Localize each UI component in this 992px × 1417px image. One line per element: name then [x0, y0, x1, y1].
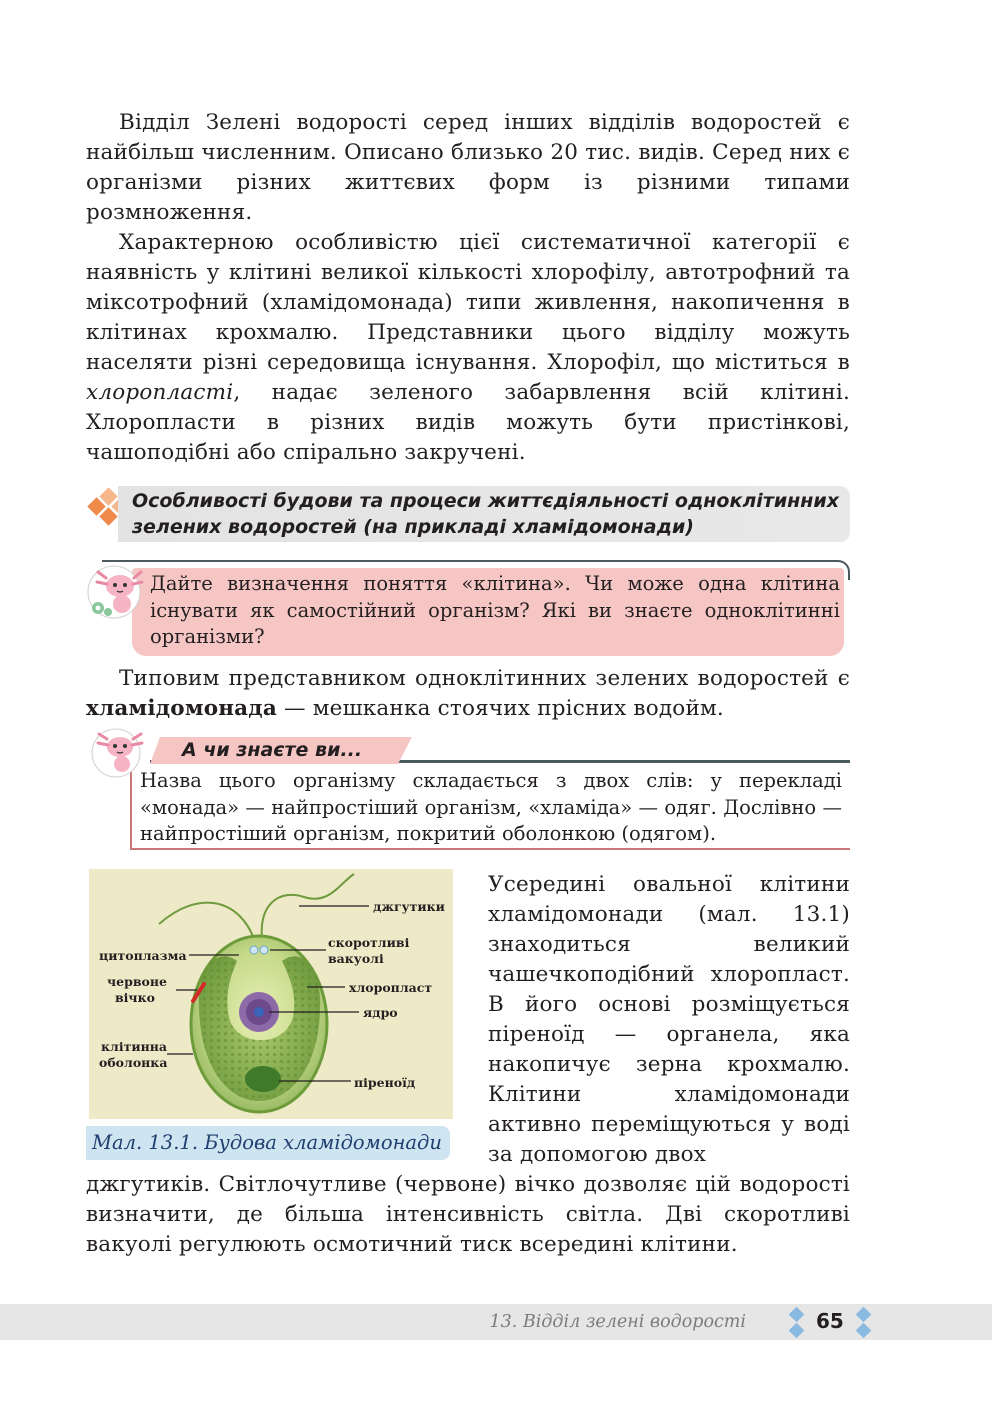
- figure-caption: [86, 1126, 450, 1160]
- footer-chapter-title: 13. Відділ зелені водорості: [489, 1312, 746, 1332]
- did-you-know-text: Назва цього організму складається з двох слів: у перекладі «монада» — найпростіший організм, «хламіда» — одяг. Дослівно — найпростіший організм, покритий оболонкою (одягом).: [140, 769, 842, 845]
- typical-paragraph: Типовим представником одноклітинних зелених водоростей є хламідомонада — мешканка стоячих прісних водойм.: [86, 666, 850, 721]
- footer-diamond-icon: [856, 1307, 872, 1323]
- intro-paragraph-2: Характерною особливістю цієї систематичної категорії є наявність у клітині великої кількості хлорофілу, автотрофний та міксотрофний (хламідомонада) типи живлення, накопичення в клітинах крохмалю. Представники цього відділу можуть населяти різні середовища існування. Хлорофіл, що міститься в хлоропласті, надає зеленого забарвлення всій клітині. Хлоропласти в різних видів можуть бути пристінкові, чашоподібні або спірально закручені.: [86, 230, 850, 465]
- label-wall-2: оболонка: [99, 1055, 168, 1070]
- question-text: Дайте визначення поняття «клітина». Чи може одна клітина існувати як самостійний організм? Які ви знаєте одноклітинні організми?: [150, 572, 840, 648]
- label-eyespot-1: червоне: [107, 974, 167, 989]
- intro-paragraph-1: Відділ Зелені водорості серед інших відділів водоростей є найбільш численним. Описано близько 20 тис. видів. Серед них є організми різних життєвих форм із різними типами розмноження.: [86, 110, 850, 225]
- side-paragraph: Усередині овальної клітини хламідомонади (мал. 13.1) знаходиться великий чашечкоподібний хлоропласт. В його основі розміщується піреноїд — органела, яка накопичує зерна крохмалю. Клітини хламідомонади активно переміщуються у воді за допомогою двох: [488, 872, 850, 1167]
- axolotl-mascot-icon: [84, 564, 146, 620]
- label-flagella: джгутики: [373, 899, 445, 914]
- footer-diamond-icon: [856, 1323, 872, 1339]
- axolotl-mascot-icon: [86, 727, 148, 779]
- footer-diamond-icon: [789, 1323, 805, 1339]
- section-heading: [118, 486, 850, 542]
- footer-diamond-icon: [789, 1307, 805, 1323]
- bottom-paragraph: джгутиків. Світлочутливе (червоне) вічко дозволяє цій водорості визначити, де більша інтенсивність світла. Дві скоротливі вакуолі регулюють осмотичний тиск всередині клітини.: [86, 1172, 850, 1257]
- label-pyrenoid: піреноїд: [354, 1075, 416, 1090]
- figure-caption-text: Мал. 13.1. Будова хламідомонади: [92, 1131, 442, 1154]
- chlamydomonas-figure: [89, 869, 453, 1119]
- label-contractile-2: вакуолі: [328, 951, 384, 966]
- page-number: 65: [816, 1309, 844, 1333]
- section-heading-text: Особливості будови та процеси життєдіяльності одноклітинних зелених водоростей (на прикладі хламідомонади): [132, 490, 839, 538]
- page-footer: [0, 1304, 992, 1340]
- label-wall-1: клітинна: [101, 1039, 168, 1054]
- label-eyespot-2: вічко: [115, 990, 155, 1005]
- label-cytoplasm: цитоплазма: [99, 948, 187, 963]
- label-contractile-1: скоротливі: [328, 935, 410, 950]
- did-you-know-title: А чи знаєте ви...: [182, 739, 363, 761]
- label-nucleus: ядро: [363, 1005, 398, 1020]
- label-chloroplast: хлоропласт: [349, 980, 433, 995]
